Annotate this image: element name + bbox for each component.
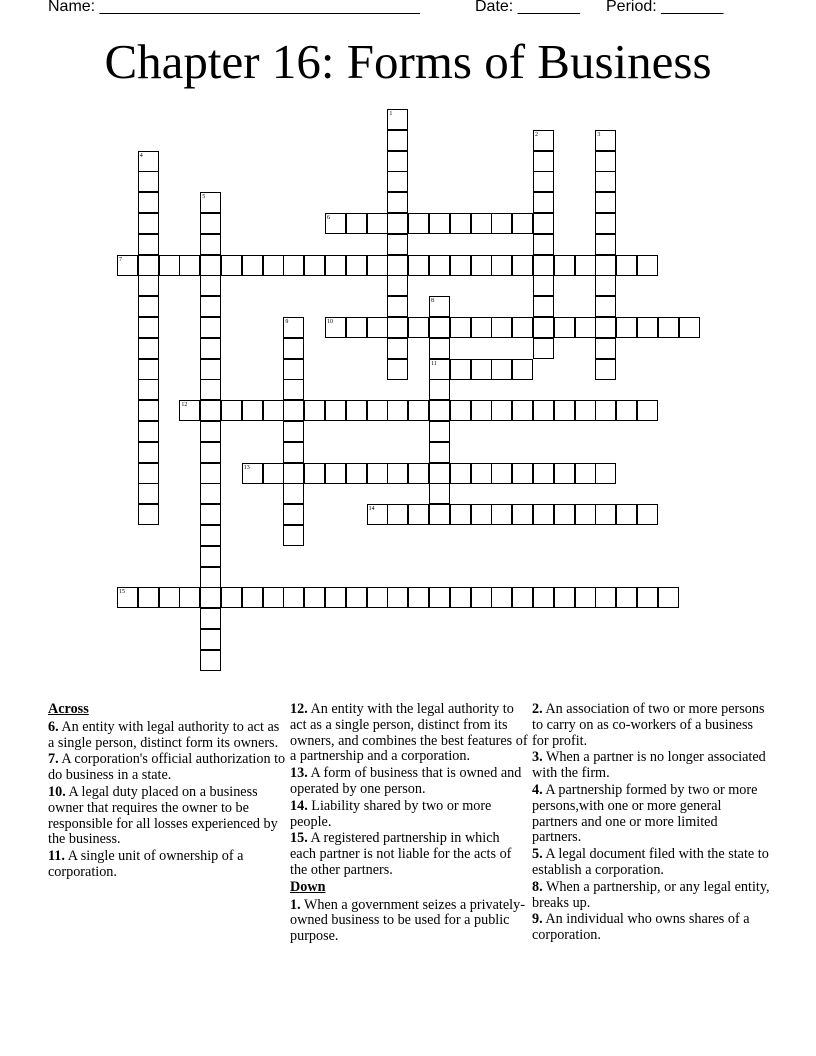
grid-cell[interactable] (200, 234, 221, 255)
grid-cell[interactable] (263, 587, 284, 608)
clue-number: 10 (327, 319, 333, 325)
grid-cell[interactable] (138, 255, 159, 276)
grid-cell[interactable] (471, 213, 492, 234)
grid-cell[interactable] (595, 151, 616, 172)
grid-cell[interactable] (595, 213, 616, 234)
grid-cell[interactable] (283, 587, 304, 608)
grid-cell[interactable] (200, 213, 221, 234)
grid-cell[interactable] (408, 400, 429, 421)
clue-number: 4 (139, 152, 143, 159)
grid-cell[interactable] (575, 255, 596, 276)
grid-cell[interactable] (138, 379, 159, 400)
grid-cell[interactable] (387, 504, 408, 525)
grid-cell[interactable] (554, 317, 575, 338)
grid-cell[interactable] (512, 359, 533, 380)
grid-cell[interactable] (200, 255, 221, 276)
clue-down-4: 4. A partnership formed by two or more persons,with one or more general partners and one or more limited partners. (532, 781, 758, 846)
grid-cell[interactable] (138, 463, 159, 484)
grid-cell[interactable] (367, 504, 388, 525)
grid-cell[interactable] (283, 442, 304, 463)
grid-cell[interactable] (200, 296, 221, 317)
grid-cell[interactable] (200, 587, 221, 608)
page-title: Chapter 16: Forms of Business (104, 34, 712, 89)
grid-cell[interactable] (429, 400, 450, 421)
grid-cell[interactable] (533, 192, 554, 213)
grid-cell[interactable] (346, 587, 367, 608)
grid-cell[interactable] (325, 317, 346, 338)
grid-cell[interactable] (595, 359, 616, 380)
grid-cell[interactable] (346, 463, 367, 484)
grid-cell[interactable] (387, 463, 408, 484)
grid-cell[interactable] (283, 255, 304, 276)
grid-cell[interactable] (221, 587, 242, 608)
grid-cell[interactable] (408, 463, 429, 484)
grid-cell[interactable] (200, 546, 221, 567)
grid-cell[interactable] (387, 234, 408, 255)
grid-cell[interactable] (387, 317, 408, 338)
grid-cell[interactable] (221, 255, 242, 276)
grid-cell[interactable] (471, 255, 492, 276)
grid-cell[interactable] (616, 587, 637, 608)
grid-cell[interactable] (575, 317, 596, 338)
grid-cell[interactable] (387, 296, 408, 317)
grid-cell[interactable] (242, 463, 263, 484)
grid-cell[interactable] (117, 255, 138, 276)
grid-cell[interactable] (387, 192, 408, 213)
grid-cell[interactable] (138, 171, 159, 192)
grid-cell[interactable] (471, 504, 492, 525)
grid-cell[interactable] (429, 213, 450, 234)
grid-cell[interactable] (450, 587, 471, 608)
grid-cell[interactable] (179, 400, 200, 421)
clue-down-8: 8. When a partnership, or any legal entity, breaks up. (532, 878, 770, 911)
grid-cell[interactable] (242, 400, 263, 421)
grid-cell[interactable] (595, 504, 616, 525)
grid-cell[interactable] (533, 587, 554, 608)
grid-cell[interactable] (325, 463, 346, 484)
grid-cell[interactable] (575, 400, 596, 421)
grid-cell[interactable] (637, 504, 658, 525)
clue-across-15: 15. A registered partnership in which each partner is not liable for the acts of the other partners. (290, 830, 512, 878)
grid-cell[interactable] (595, 255, 616, 276)
grid-cell[interactable] (200, 650, 221, 671)
grid-cell[interactable] (138, 275, 159, 296)
grid-cell[interactable] (200, 504, 221, 525)
grid-cell[interactable] (304, 400, 325, 421)
grid-cell[interactable] (408, 213, 429, 234)
grid-cell[interactable] (346, 317, 367, 338)
grid-cell[interactable] (450, 400, 471, 421)
grid-cell[interactable] (200, 442, 221, 463)
grid-cell[interactable] (346, 213, 367, 234)
grid-cell[interactable] (387, 171, 408, 192)
clue-across-14: 14. Liability shared by two or more people. (290, 797, 492, 830)
down-heading: Down (290, 878, 326, 895)
clue-down-9: 9. An individual who owns shares of a corporation. (532, 911, 750, 944)
grid-cell[interactable] (138, 296, 159, 317)
grid-cell[interactable] (637, 317, 658, 338)
clue-number: 13 (243, 464, 250, 471)
grid-cell[interactable] (138, 192, 159, 213)
grid-cell[interactable] (616, 255, 637, 276)
grid-cell[interactable] (512, 317, 533, 338)
grid-cell[interactable] (595, 317, 616, 338)
grid-cell[interactable] (387, 213, 408, 234)
clues-column-2 (290, 702, 528, 946)
grid-cell[interactable] (637, 255, 658, 276)
grid-cell[interactable] (200, 567, 221, 588)
grid-cell[interactable] (159, 587, 180, 608)
grid-cell[interactable] (595, 338, 616, 359)
grid-cell[interactable] (575, 587, 596, 608)
grid-cell[interactable] (367, 255, 388, 276)
grid-cell[interactable] (533, 275, 554, 296)
grid-cell[interactable] (138, 587, 159, 608)
grid-cell[interactable] (450, 255, 471, 276)
grid-cell[interactable] (429, 379, 450, 400)
grid-cell[interactable] (450, 463, 471, 484)
grid-cell[interactable] (595, 400, 616, 421)
grid-cell[interactable] (159, 255, 180, 276)
grid-cell[interactable] (429, 338, 450, 359)
grid-cell[interactable] (554, 255, 575, 276)
grid-cell[interactable] (512, 463, 533, 484)
grid-cell[interactable] (387, 275, 408, 296)
grid-cell[interactable] (200, 400, 221, 421)
grid-cell[interactable] (533, 255, 554, 276)
grid-cell[interactable] (533, 317, 554, 338)
grid-cell[interactable] (200, 608, 221, 629)
clue-number: 1 (389, 111, 393, 117)
grid-cell[interactable] (512, 587, 533, 608)
grid-cell[interactable] (658, 587, 679, 608)
grid-cell[interactable] (679, 317, 700, 338)
grid-cell[interactable] (450, 213, 471, 234)
grid-cell[interactable] (387, 359, 408, 380)
grid-cell[interactable] (283, 338, 304, 359)
grid-cell[interactable] (367, 463, 388, 484)
grid-cell[interactable] (575, 504, 596, 525)
grid-cell[interactable] (387, 400, 408, 421)
period-field-label: Period: _______ (606, 0, 724, 15)
grid-cell[interactable] (283, 359, 304, 380)
grid-cell[interactable] (429, 296, 450, 317)
clue-down-1: 1. When a government seizes a privately-owned business to be used for a public purpose. (290, 896, 525, 945)
clue-number: 2 (535, 131, 538, 138)
across-heading: Across (48, 701, 89, 717)
clue-number: 8 (431, 298, 434, 305)
grid-cell[interactable] (179, 255, 200, 276)
grid-cell[interactable] (138, 400, 159, 421)
grid-cell[interactable] (283, 525, 304, 546)
clue-down-3: 3. When a partner is no longer associated with the firm. (532, 749, 766, 782)
grid-cell[interactable] (512, 255, 533, 276)
grid-cell[interactable] (491, 359, 512, 380)
grid-cell[interactable] (450, 504, 471, 525)
clue-across-12: 12. An entity with the legal authority to act as a single person, distinct from its owners, and combines the best features of a partnership and a corporation. (290, 701, 528, 765)
grid-cell[interactable] (200, 379, 221, 400)
clue-number: 6 (327, 215, 330, 221)
grid-cell[interactable] (554, 587, 575, 608)
clue-down-2: 2. An association of two or more persons to carry on as co-workers of a business for profit. (532, 701, 765, 749)
grid-cell[interactable] (283, 483, 304, 504)
grid-cell[interactable] (200, 275, 221, 296)
grid-cell[interactable] (367, 317, 388, 338)
grid-cell[interactable] (367, 400, 388, 421)
grid-cell[interactable] (491, 400, 512, 421)
grid-cell[interactable] (471, 317, 492, 338)
grid-cell[interactable] (263, 400, 284, 421)
grid-cell[interactable] (554, 463, 575, 484)
grid-cell[interactable] (533, 130, 554, 151)
grid-cell[interactable] (242, 255, 263, 276)
grid-cell[interactable] (325, 255, 346, 276)
grid-cell[interactable] (429, 255, 450, 276)
grid-cell[interactable] (512, 400, 533, 421)
clue-across-13: 13. A form of business that is owned and operated by one person. (290, 765, 522, 797)
grid-cell[interactable] (471, 463, 492, 484)
grid-cell[interactable] (429, 359, 450, 380)
grid-cell[interactable] (283, 379, 304, 400)
clue-number: 5 (202, 194, 206, 201)
grid-cell[interactable] (429, 317, 450, 338)
clue-number: 11 (431, 360, 437, 367)
grid-cell[interactable] (637, 587, 658, 608)
grid-cell[interactable] (325, 587, 346, 608)
grid-cell[interactable] (491, 504, 512, 525)
grid-cell[interactable] (367, 587, 388, 608)
grid-cell[interactable] (408, 587, 429, 608)
grid-cell[interactable] (304, 255, 325, 276)
grid-cell[interactable] (387, 109, 408, 130)
clue-number: 9 (285, 319, 289, 325)
grid-cell[interactable] (595, 296, 616, 317)
clues-column-3 (532, 702, 770, 945)
grid-cell[interactable] (595, 192, 616, 213)
grid-cell[interactable] (512, 213, 533, 234)
grid-cell[interactable] (200, 525, 221, 546)
grid-cell[interactable] (616, 400, 637, 421)
grid-cell[interactable] (200, 192, 221, 213)
grid-cell[interactable] (325, 400, 346, 421)
name-field-label: Name: ____________________________________ (48, 0, 420, 15)
clue-across-6: 6. An entity with legal authority to act as a single person, distinct form its owners. (48, 718, 280, 751)
grid-cell[interactable] (200, 338, 221, 359)
grid-cell[interactable] (200, 359, 221, 380)
grid-cell[interactable] (491, 317, 512, 338)
grid-cell[interactable] (491, 463, 512, 484)
grid-cell[interactable] (387, 130, 408, 151)
grid-cell[interactable] (450, 317, 471, 338)
grid-cell[interactable] (283, 504, 304, 525)
grid-cell[interactable] (616, 504, 637, 525)
clue-across-7: 7. A corporation's official authorization to do business in a state. (48, 751, 286, 784)
grid-cell[interactable] (346, 255, 367, 276)
grid-cell[interactable] (283, 463, 304, 484)
grid-cell[interactable] (450, 359, 471, 380)
grid-cell[interactable] (304, 587, 325, 608)
grid-cell[interactable] (595, 130, 616, 151)
grid-cell[interactable] (533, 296, 554, 317)
grid-cell[interactable] (554, 400, 575, 421)
grid-cell[interactable] (408, 317, 429, 338)
grid-cell[interactable] (533, 463, 554, 484)
grid-cell[interactable] (533, 504, 554, 525)
grid-cell[interactable] (138, 213, 159, 234)
grid-cell[interactable] (471, 359, 492, 380)
grid-cell[interactable] (138, 442, 159, 463)
grid-cell[interactable] (200, 317, 221, 338)
grid-cell[interactable] (367, 213, 388, 234)
grid-cell[interactable] (658, 317, 679, 338)
grid-cell[interactable] (429, 421, 450, 442)
grid-cell[interactable] (491, 213, 512, 234)
grid-cell[interactable] (117, 587, 138, 608)
grid-cell[interactable] (533, 400, 554, 421)
grid-cell[interactable] (491, 255, 512, 276)
clue-across-11: 11. A single unit of ownership of a corporation. (48, 848, 244, 880)
grid-cell[interactable] (138, 504, 159, 525)
grid-cell[interactable] (138, 317, 159, 338)
grid-cell[interactable] (616, 317, 637, 338)
grid-cell[interactable] (200, 483, 221, 504)
grid-cell[interactable] (138, 338, 159, 359)
grid-cell[interactable] (429, 587, 450, 608)
grid-cell[interactable] (595, 587, 616, 608)
grid-cell[interactable] (138, 151, 159, 172)
clue-number: 14 (368, 506, 375, 513)
clue-across-10: 10. A legal duty placed on a business owner that requires the owner to be responsible for all losses experienced by the business. (48, 783, 278, 848)
grid-cell[interactable] (533, 171, 554, 192)
grid-cell[interactable] (200, 629, 221, 650)
grid-cell[interactable] (595, 275, 616, 296)
grid-cell[interactable] (138, 359, 159, 380)
grid-cell[interactable] (387, 151, 408, 172)
grid-cell[interactable] (263, 255, 284, 276)
grid-cell[interactable] (242, 587, 263, 608)
grid-cell[interactable] (471, 587, 492, 608)
grid-cell[interactable] (554, 504, 575, 525)
grid-cell[interactable] (429, 442, 450, 463)
grid-cell[interactable] (263, 463, 284, 484)
grid-cell[interactable] (138, 483, 159, 504)
grid-cell[interactable] (200, 421, 221, 442)
grid-cell[interactable] (221, 400, 242, 421)
grid-cell[interactable] (387, 338, 408, 359)
grid-cell[interactable] (346, 400, 367, 421)
clue-number: 3 (597, 131, 601, 138)
grid-cell[interactable] (533, 151, 554, 172)
grid-cell[interactable] (283, 400, 304, 421)
grid-cell[interactable] (595, 171, 616, 192)
grid-cell[interactable] (179, 587, 200, 608)
grid-cell[interactable] (429, 504, 450, 525)
grid-cell[interactable] (595, 234, 616, 255)
date-field-label: Date: _______ (475, 0, 580, 15)
grid-cell[interactable] (637, 400, 658, 421)
grid-cell[interactable] (283, 421, 304, 442)
grid-cell[interactable] (304, 463, 325, 484)
grid-cell[interactable] (533, 213, 554, 234)
grid-cell[interactable] (408, 255, 429, 276)
grid-cell[interactable] (575, 463, 596, 484)
clues-column-1 (48, 702, 286, 882)
clue-number: 12 (181, 402, 188, 409)
grid-cell[interactable] (595, 463, 616, 484)
grid-cell[interactable] (429, 463, 450, 484)
grid-cell[interactable] (491, 587, 512, 608)
grid-cell[interactable] (387, 255, 408, 276)
clue-number: 7 (119, 256, 122, 263)
grid-cell[interactable] (512, 504, 533, 525)
grid-cell[interactable] (283, 317, 304, 338)
grid-cell[interactable] (429, 483, 450, 504)
grid-cell[interactable] (533, 234, 554, 255)
grid-cell[interactable] (200, 463, 221, 484)
clue-number: 15 (119, 589, 125, 596)
grid-cell[interactable] (138, 421, 159, 442)
clue-down-5: 5. A legal document filed with the state to establish a corporation. (532, 846, 769, 878)
grid-cell[interactable] (533, 338, 554, 359)
grid-cell[interactable] (387, 587, 408, 608)
grid-cell[interactable] (138, 234, 159, 255)
grid-cell[interactable] (471, 400, 492, 421)
grid-cell[interactable] (325, 213, 346, 234)
grid-cell[interactable] (408, 504, 429, 525)
